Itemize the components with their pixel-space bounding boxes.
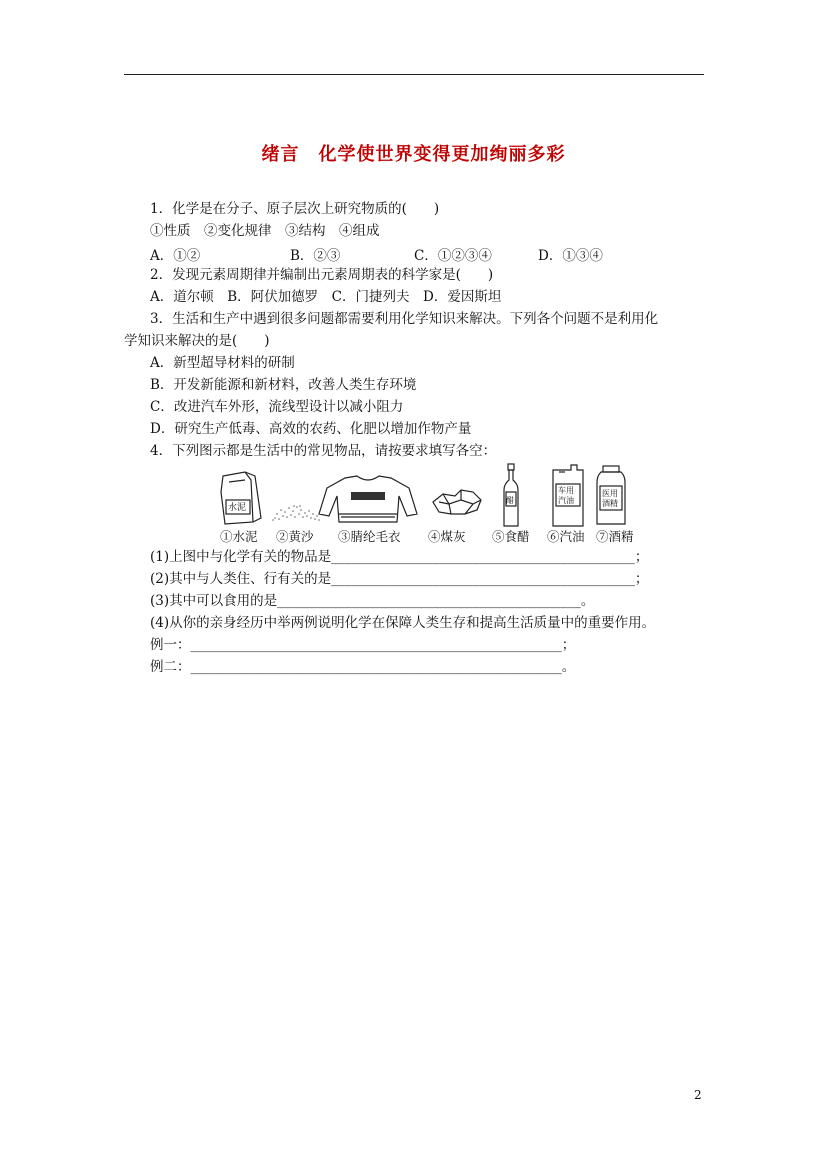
- q3-option-c: C．改进汽车外形，流线型设计以减小阻力: [150, 399, 404, 415]
- q1-option-c: C．①②③④: [414, 248, 492, 264]
- q4-stem: 4．下列图示都是生活中的常见物品，请按要求填写各空：: [150, 443, 497, 459]
- figure-caption-1: ①水泥: [220, 529, 258, 544]
- q4-sub-4: (4)从你的亲身经历中举两例说明化学在保障人类生存和提高生活质量中的重要作用。: [150, 615, 656, 631]
- q3-option-b: B．开发新能源和新材料，改善人类生存环境: [150, 377, 417, 393]
- bottle-label-text: 醋: [506, 496, 514, 505]
- page-number: 2: [694, 1088, 702, 1102]
- q2-stem: 2．发现元素周期律并编制出元素周期表的科学家是( ): [150, 267, 494, 283]
- q3-stem-line1: 3．生活和生产中遇到很多问题都需要利用化学知识来解决。下列各个问题不是利用化: [150, 311, 659, 327]
- q1-option-b: B．②③: [290, 248, 341, 264]
- q1-option-d: D．①③④: [538, 248, 603, 264]
- sand-pile-illustration: [272, 505, 320, 521]
- header-rule: [124, 74, 704, 75]
- q4-sub-2: (2)其中与人类住、行有关的是_____________________________________________；: [150, 571, 649, 587]
- q3-option-a: A．新型超导材料的研制: [150, 355, 295, 371]
- coal-ash-illustration: [433, 490, 481, 514]
- bag-label-text: 水泥: [228, 503, 247, 513]
- q3-option-d: D．研究生产低毒、高效的农药、化肥以增加作物产量: [150, 421, 472, 437]
- q4-example-2: 例二：_______________________________________________________。: [150, 659, 576, 675]
- q2-options: A．道尔顿 B．阿伏加德罗 C．门捷列夫 D．爱因斯坦: [150, 289, 502, 305]
- can-label-line2: 汽油: [558, 496, 574, 505]
- q1-items: ①性质 ②变化规律 ③结构 ④组成: [150, 223, 380, 239]
- figure-caption-2: ②黄沙: [276, 529, 314, 544]
- figure-caption-6: ⑥汽油: [547, 529, 585, 544]
- q3-stem-line2: 学知识来解决的是( ): [124, 333, 270, 349]
- q4-sub-1: (1)上图中与化学有关的物品是_____________________________________________；: [150, 549, 649, 565]
- jar-label-line2: 酒精: [602, 499, 618, 508]
- jar-label-line1: 医用: [602, 489, 618, 498]
- q4-sub-3: (3)其中可以食用的是_____________________________________________。: [150, 593, 595, 609]
- figure-caption-7: ⑦酒精: [596, 529, 634, 544]
- figure-caption-3: ③腈纶毛衣: [338, 529, 401, 544]
- q1-stem: 1．化学是在分子、原子层次上研究物质的( ): [150, 201, 440, 217]
- q4-example-1: 例一：_______________________________________________________；: [150, 637, 576, 653]
- figure-caption-4: ④煤灰: [428, 529, 466, 544]
- q1-option-a: A．①②: [150, 248, 201, 264]
- cement-bag-illustration: [221, 472, 261, 524]
- figure-caption-5: ⑤食醋: [492, 529, 530, 544]
- vinegar-bottle-illustration: [504, 464, 518, 526]
- sweater-illustration: [319, 476, 417, 522]
- can-label-line1: 车用: [558, 486, 574, 495]
- page-title: 绪言 化学使世界变得更加绚丽多彩: [261, 144, 566, 165]
